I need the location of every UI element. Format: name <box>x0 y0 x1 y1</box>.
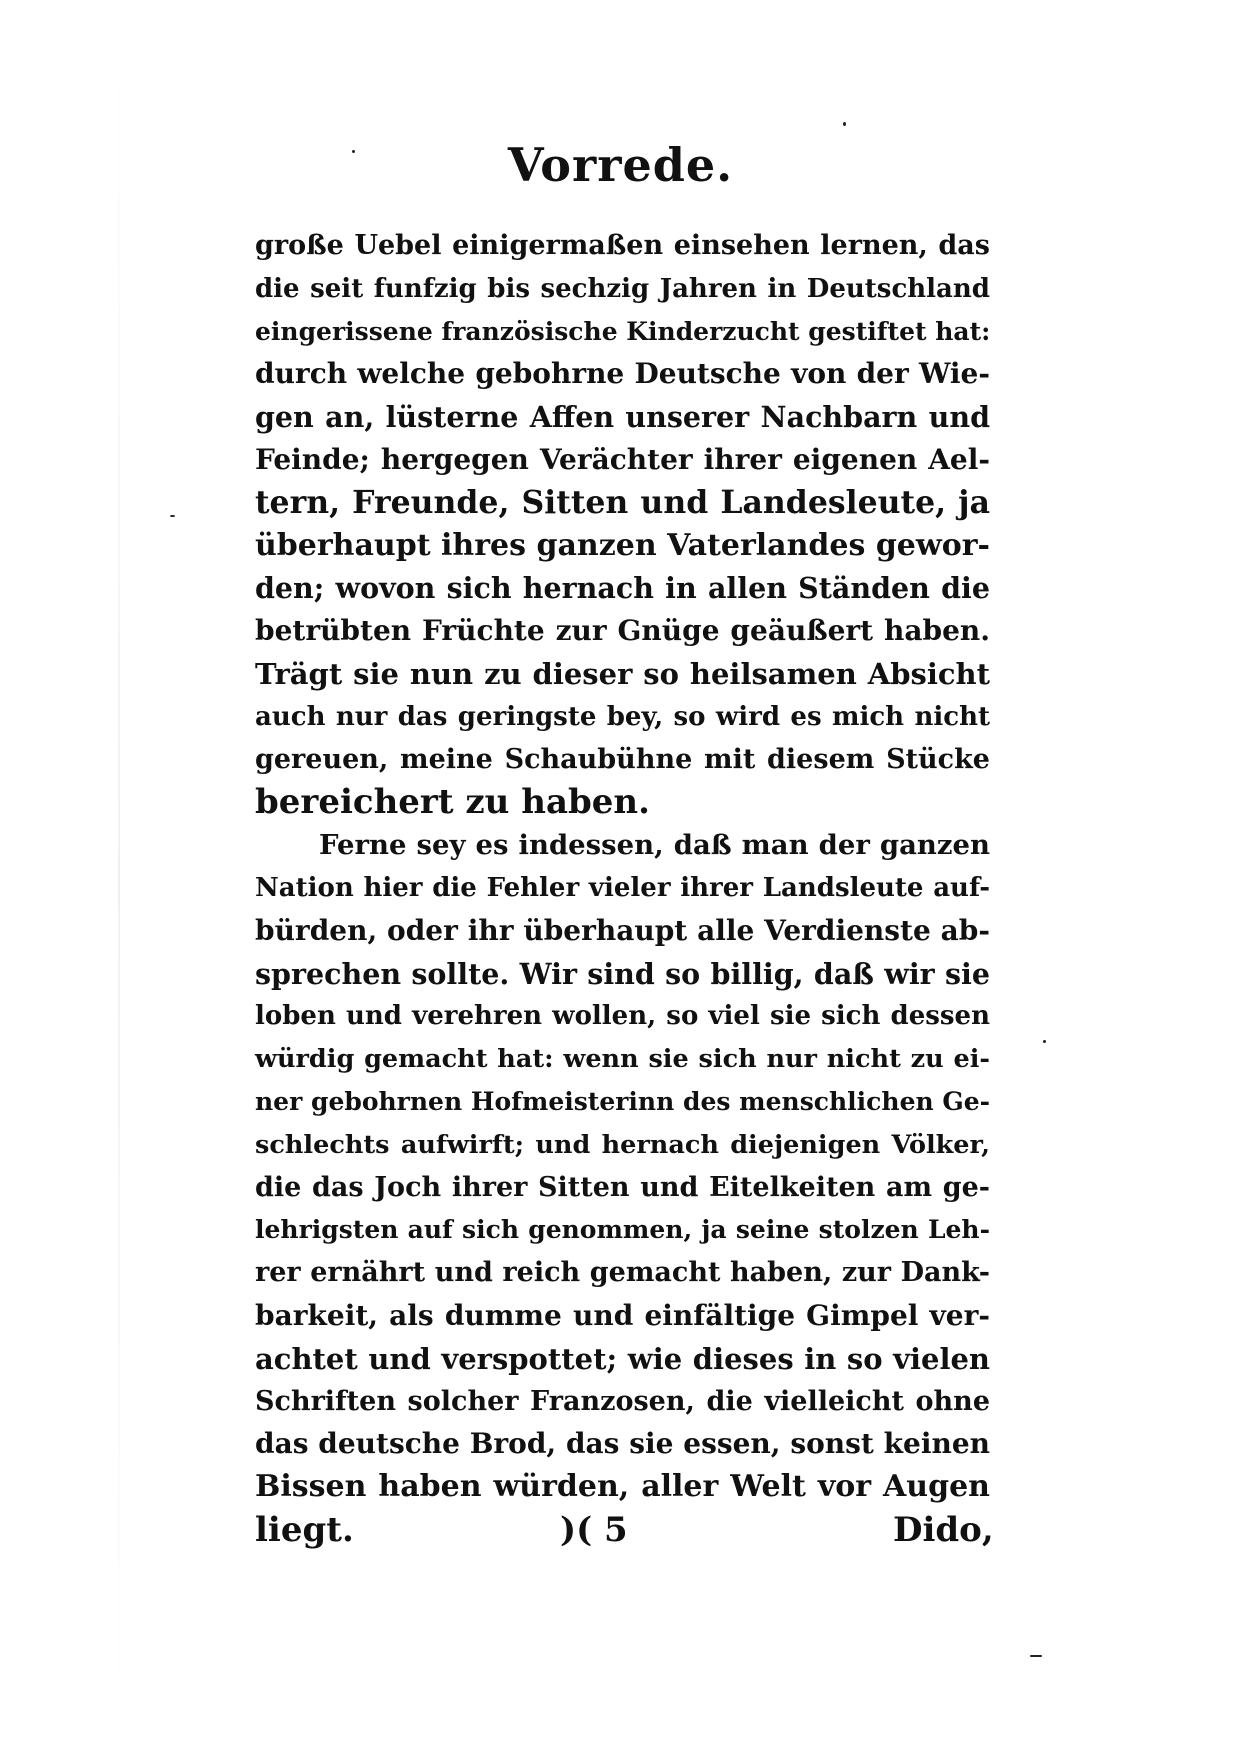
text-line: Nation hier die Fehler vieler ihrer Landsleute auf- <box>255 872 990 903</box>
text-line: gen an, lüsterne Affen unserer Nachbarn und <box>255 400 990 435</box>
text-line: Schriften solcher Franzosen, die vielleicht ohne <box>255 1385 990 1417</box>
text-line: große Uebel einigermaßen einsehen lernen, das <box>255 230 990 261</box>
text-line: rer ernährt und reich gemacht haben, zur Dank- <box>255 1257 990 1289</box>
text-line: bürden, oder ihr überhaupt alle Verdienste ab- <box>255 913 990 947</box>
text-line: ner gebohrnen Hofmeisterinn des menschlichen Ge- <box>255 1086 990 1116</box>
text-line: Trägt sie nun zu dieser so heilsamen Absicht <box>255 656 990 691</box>
text-line: würdig gemacht hat: wenn sie sich nur nicht zu ei- <box>255 1044 990 1075</box>
scan-speck <box>170 515 175 517</box>
text-line: Feinde; hergegen Verächter ihrer eigenen Ael- <box>255 442 990 476</box>
text-line: tern, Freunde, Sitten und Landesleute, ja <box>255 483 990 521</box>
text-line: das deutsche Brod, das sie essen, sonst keinen <box>255 1427 990 1461</box>
text-line: durch welche gebohrne Deutsche von der Wie- <box>255 357 990 391</box>
scan-speck <box>1030 1655 1042 1657</box>
catchword: Dido, <box>893 1510 994 1550</box>
text-line: die seit funfzig bis sechzig Jahren in Deutschland <box>255 273 990 304</box>
page-header: Vorrede. <box>507 138 734 192</box>
text-line: sprechen sollte. Wir sind so billig, daß wir sie <box>255 956 990 991</box>
body-text <box>255 225 990 1552</box>
text-line: lehrigsten auf sich genommen, ja seine stolzen Leh- <box>255 1215 990 1245</box>
scan-speck <box>843 122 846 126</box>
scan-speck <box>1043 1040 1046 1043</box>
text-line: gereuen, meine Schaubühne mit diesem Stücke <box>255 743 990 775</box>
text-line: überhaupt ihres ganzen Vaterlandes gewor- <box>255 527 990 563</box>
paragraph-first-line: Ferne sey es indessen, daß man der ganzen <box>319 829 990 862</box>
page-footer <box>0 1510 1241 1560</box>
text-line: den; wovon sich hernach in allen Ständen die <box>255 571 990 606</box>
scan-shadow <box>118 60 120 1700</box>
text-line: loben und verehren wollen, so viel sie sich dessen <box>255 1001 990 1032</box>
text-line: barkeit, als dumme und einfältige Gimpel ver- <box>255 1298 990 1332</box>
paragraph-end-line: liegt. <box>255 1509 354 1550</box>
signature-mark: )( 5 <box>560 1510 628 1550</box>
text-line: auch nur das geringste bey, so wird es mich nicht <box>255 701 990 732</box>
text-line: schlechts aufwirft; und hernach diejenigen Völker, <box>255 1129 990 1160</box>
text-line: die das Joch ihrer Sitten und Eitelkeiten am ge- <box>255 1171 990 1203</box>
text-line: achtet und verspottet; wie dieses in so vielen <box>255 1341 990 1376</box>
text-line: eingerissene französische Kinderzucht gestiftet hat: <box>255 316 991 346</box>
paragraph-end-line: bereichert zu haben. <box>255 782 650 823</box>
text-line: Bissen haben würden, aller Welt vor Augen <box>255 1469 990 1505</box>
text-line: betrübten Früchte zur Gnüge geäußert haben. <box>255 614 990 648</box>
